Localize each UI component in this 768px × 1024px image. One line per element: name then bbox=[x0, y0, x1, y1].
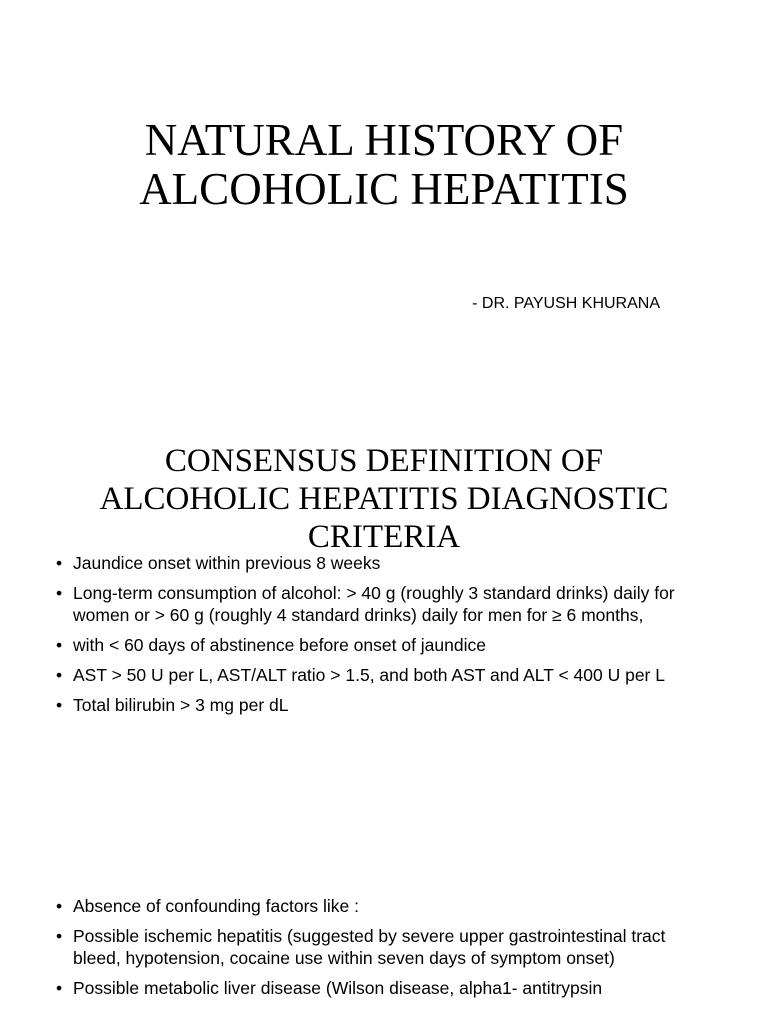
author-subtitle: - DR. PAYUSH KHURANA bbox=[472, 295, 660, 312]
list-item bbox=[56, 925, 716, 969]
list-item bbox=[56, 694, 716, 716]
list-item-text: Possible ischemic hepatitis (suggested by severe upper gastrointestinal tract bleed, hypotension, cocaine use within seven days of symptom onset) bbox=[73, 926, 666, 968]
title-line-2: ALCOHOLIC HEPATITIS bbox=[139, 164, 629, 214]
criteria-list bbox=[56, 552, 716, 724]
list-item bbox=[56, 977, 716, 999]
bullet-icon: • bbox=[56, 695, 63, 715]
slide-title bbox=[0, 116, 768, 214]
confounders-list bbox=[56, 895, 716, 1007]
bullet-icon: • bbox=[56, 978, 63, 998]
bullet-icon: • bbox=[56, 583, 63, 603]
title-line-1: CONSENSUS DEFINITION OF bbox=[164, 443, 604, 479]
list-item-text: with < 60 days of abstinence before onset of jaundice bbox=[73, 635, 486, 655]
list-item-text: Possible metabolic liver disease (Wilson disease, alpha1- antitrypsin bbox=[73, 978, 603, 998]
list-item-text: Jaundice onset within previous 8 weeks bbox=[73, 553, 381, 573]
list-item bbox=[56, 895, 716, 917]
bullet-icon: • bbox=[56, 635, 63, 655]
list-item bbox=[56, 552, 716, 574]
title-line-3: CRITERIA bbox=[307, 519, 461, 555]
bullet-icon: • bbox=[56, 665, 63, 685]
title-line-2: ALCOHOLIC HEPATITIS DIAGNOSTIC bbox=[99, 481, 669, 517]
list-item-text: Total bilirubin > 3 mg per dL bbox=[73, 695, 289, 715]
bullet-icon: • bbox=[56, 553, 63, 573]
bullet-icon: • bbox=[56, 896, 63, 916]
slide-title bbox=[0, 442, 768, 556]
list-item bbox=[56, 582, 716, 626]
list-item bbox=[56, 634, 716, 656]
list-item-text: AST > 50 U per L, AST/ALT ratio > 1.5, and both AST and ALT < 400 U per L bbox=[73, 665, 665, 685]
criteria-slide bbox=[0, 420, 768, 1024]
bullet-icon: • bbox=[56, 926, 63, 946]
list-item-text: Absence of confounding factors like : bbox=[73, 896, 360, 916]
list-item bbox=[56, 664, 716, 686]
list-item-text: Long-term consumption of alcohol: > 40 g (roughly 3 standard drinks) daily for women or > 60 g (roughly 4 standard drinks) daily for men for ≥ 6 months, bbox=[73, 583, 675, 625]
title-line-1: NATURAL HISTORY OF bbox=[144, 115, 624, 165]
title-slide bbox=[0, 0, 768, 384]
